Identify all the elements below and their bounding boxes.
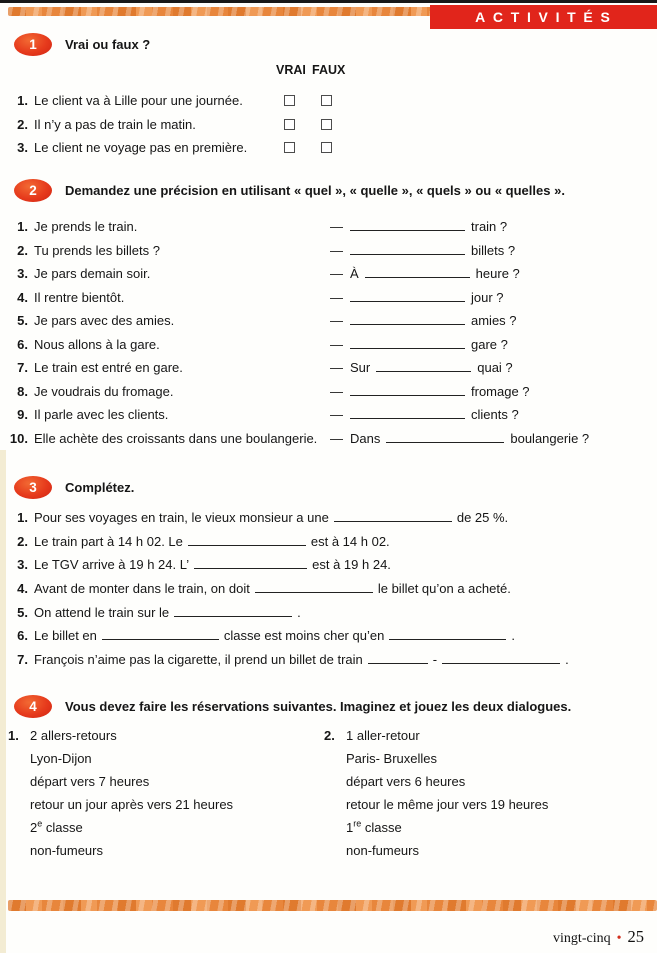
answer-area: [330, 380, 530, 404]
page-footer: [553, 927, 644, 947]
answer-preword: À: [350, 266, 359, 281]
answer-blank-line: [350, 382, 465, 396]
answer-dash: —: [330, 313, 343, 328]
item-number: 2.: [17, 116, 28, 132]
top-border-line: [0, 0, 657, 3]
answer-suffix: train ?: [471, 219, 508, 234]
answer-area: [330, 309, 517, 333]
answer-suffix: heure ?: [475, 266, 520, 281]
item-text-flow: [34, 506, 508, 530]
item-number: 4.: [17, 581, 28, 597]
item-text-part: classe est moins cher qu’en: [223, 628, 385, 644]
answer-dash: —: [330, 266, 343, 281]
item-number: 6.: [17, 336, 28, 352]
item-text: Le client ne voyage pas en première.: [34, 140, 248, 155]
answer-dash: —: [330, 336, 343, 352]
item-text-part: le billet qu’on a acheté.: [377, 581, 511, 597]
vrai-column-label: VRAI: [276, 63, 306, 77]
reservation-line: [324, 816, 548, 839]
item-number: 1.: [17, 93, 28, 108]
answer-dash: —: [330, 383, 343, 399]
answer-blank-line: [350, 217, 465, 231]
exercise-4-section: [0, 695, 657, 858]
item-text: Le train est entré en gare.: [34, 360, 183, 375]
item-text-part: Le TGV arrive à 19 h 24. L’: [34, 557, 190, 573]
exercise-title: Complétez.: [65, 480, 135, 495]
faux-column-label: FAUX: [312, 63, 346, 77]
item-text-part: On attend le train sur le: [34, 604, 170, 620]
exercise-3-items: [0, 506, 657, 672]
answer-blank-line: [386, 429, 504, 443]
item-text-part: .: [297, 604, 301, 620]
item-number: 3.: [17, 140, 28, 155]
answer-dash: —: [330, 430, 343, 446]
item-text: Tu prends les billets ?: [34, 242, 160, 258]
reservation-text: Paris- Bruxelles: [346, 751, 438, 766]
page-number: 25: [627, 927, 644, 946]
answer-blank-line: [365, 264, 470, 278]
exercise-title: Demandez une précision en utilisant « quel », « quelle », « quels » ou « quelles ».: [65, 183, 565, 198]
fill-in-blank-line: [174, 603, 292, 617]
precision-row: [0, 427, 657, 451]
item-text-flow: [34, 624, 515, 648]
answer-suffix: boulangerie ?: [510, 430, 590, 446]
item-text-part: .: [511, 628, 515, 644]
item-text: Elle achète des croissants dans une boulangerie.: [34, 430, 318, 446]
faux-checkbox: [321, 95, 332, 106]
item-text: Il rentre bientôt.: [34, 289, 125, 305]
item-number: 1.: [17, 510, 28, 525]
reservation-line: [8, 839, 233, 862]
precision-row: [0, 309, 657, 333]
reservation-line: [324, 793, 548, 816]
completion-row: [0, 624, 657, 648]
item-number: 7.: [17, 360, 28, 375]
answer-preword: Dans: [350, 430, 381, 446]
item-number: 7.: [17, 652, 28, 668]
reservation-text: 1 aller-retour: [346, 728, 420, 743]
exercise-4-header: [0, 695, 657, 719]
item-text-part: .: [565, 652, 569, 668]
exercise-number-badge: 2: [14, 179, 52, 202]
vrai-faux-row: [0, 113, 657, 137]
faux-checkbox: [321, 119, 332, 130]
fill-in-blank-line: [368, 650, 428, 664]
decorative-line-bottom: [8, 900, 657, 911]
item-number: 2.: [17, 533, 28, 549]
answer-preword: Sur: [350, 360, 371, 375]
completion-row: [0, 553, 657, 577]
exercise-1-header: [0, 33, 657, 57]
reservation-text: départ vers 7 heures: [30, 774, 150, 789]
item-number: 9.: [17, 407, 28, 422]
reservation-line: [324, 770, 548, 793]
answer-blank-line: [350, 288, 465, 302]
precision-row: [0, 380, 657, 404]
item-text-part: Pour ses voyages en train, le vieux monsieur a une: [34, 510, 329, 525]
answer-area: [330, 427, 589, 451]
precision-row: [0, 215, 657, 239]
answer-suffix: fromage ?: [471, 383, 530, 399]
answer-area: [330, 286, 504, 310]
answer-blank-line: [350, 405, 465, 419]
reservation-text: 2e classe: [30, 818, 83, 835]
reservation-line: [8, 816, 233, 839]
item-text: Je prends le train.: [34, 219, 138, 234]
reservation-line: [324, 747, 548, 770]
answer-suffix: amies ?: [471, 313, 517, 328]
answer-suffix: clients ?: [471, 407, 519, 422]
item-number: 5.: [17, 604, 28, 620]
item-number: 3.: [17, 266, 28, 281]
item-text-part: Le billet en: [34, 628, 97, 644]
reservation-text: 1re classe: [346, 818, 402, 835]
item-number: 10.: [9, 430, 28, 446]
reservation-text: Lyon-Dijon: [30, 751, 92, 766]
item-text-part: est à 14 h 02.: [310, 533, 390, 549]
completion-row: [0, 577, 657, 601]
item-number: 5.: [17, 313, 28, 328]
reservation-text: non-fumeurs: [346, 843, 419, 858]
ordinal-superscript: e: [37, 818, 43, 829]
vrai-checkbox: [284, 95, 295, 106]
reservation-line: [8, 770, 233, 793]
reservation-column: [8, 724, 233, 862]
item-number: 1.: [17, 219, 28, 234]
exercise-3-header: [0, 476, 657, 500]
fill-in-blank-line: [255, 579, 373, 593]
item-number: 2.: [324, 728, 335, 743]
reservation-line: [8, 793, 233, 816]
fill-in-blank-line: [194, 555, 307, 569]
answer-area: [330, 239, 515, 263]
vrai-faux-row: [0, 136, 657, 160]
exercise-title: Vrai ou faux ?: [65, 37, 151, 52]
answer-dash: —: [330, 407, 343, 422]
exercise-1-items: [0, 89, 657, 160]
reservation-line: [8, 747, 233, 770]
item-text-part: François n’aime pas la cigarette, il prend un billet de train: [34, 652, 363, 668]
reservation-line: [8, 724, 233, 747]
vrai-checkbox: [284, 119, 295, 130]
exercise-number-badge: 1: [14, 33, 52, 56]
precision-row: [0, 356, 657, 380]
exercise-2-header: [0, 179, 657, 203]
fill-in-blank-line: [102, 626, 219, 640]
item-text-flow: [34, 648, 569, 672]
exercise-title: Vous devez faire les réservations suivantes. Imaginez et jouez les deux dialogues.: [65, 699, 572, 714]
completion-row: [0, 601, 657, 625]
item-text-flow: [34, 553, 391, 577]
answer-area: [330, 403, 519, 427]
exercise-number-badge: 3: [14, 476, 52, 499]
answer-area: [330, 215, 507, 239]
item-text-part: Le train part à 14 h 02. Le: [34, 533, 183, 549]
item-text: Nous allons à la gare.: [34, 336, 160, 352]
answer-suffix: jour ?: [471, 289, 504, 305]
item-text-flow: [34, 601, 301, 625]
item-text: Il parle avec les clients.: [34, 407, 169, 422]
reservation-text: non-fumeurs: [30, 843, 103, 858]
answer-blank-line: [350, 311, 465, 325]
reservation-text: départ vers 6 heures: [346, 774, 466, 789]
answer-blank-line: [350, 241, 465, 255]
vrai-faux-row: [0, 89, 657, 113]
item-number: 8.: [17, 383, 28, 399]
exercise-2-items: [0, 215, 657, 450]
exercise-1-section: [0, 33, 657, 160]
reservation-line: [324, 724, 548, 747]
footer-bullet-icon: •: [616, 931, 622, 946]
answer-blank-line: [376, 358, 471, 372]
item-number: 6.: [17, 628, 28, 644]
answer-blank-line: [350, 335, 465, 349]
exercise-2-section: [0, 179, 657, 450]
reservation-line: [324, 839, 548, 862]
precision-row: [0, 262, 657, 286]
item-text-flow: [34, 577, 511, 601]
completion-row: [0, 530, 657, 554]
exercise-number-badge: 4: [14, 695, 52, 718]
item-text: Je pars avec des amies.: [34, 313, 175, 328]
completion-row: [0, 506, 657, 530]
item-number: 2.: [17, 242, 28, 258]
reservation-text: retour le même jour vers 19 heures: [346, 797, 549, 812]
item-text-part: de 25 %.: [456, 510, 509, 525]
footer-page-label: vingt-cinq: [553, 931, 611, 946]
vrai-checkbox: [284, 142, 295, 153]
completion-row: [0, 648, 657, 672]
item-text: Je voudrais du fromage.: [34, 383, 174, 399]
answer-dash: —: [330, 289, 343, 305]
answer-area: [330, 262, 520, 286]
fill-in-blank-line: [334, 508, 452, 522]
ordinal-superscript: re: [353, 818, 362, 829]
precision-row: [0, 286, 657, 310]
item-number: 4.: [17, 289, 28, 305]
answer-suffix: billets ?: [471, 242, 516, 258]
reservation-text: retour un jour après vers 21 heures: [30, 797, 234, 812]
precision-row: [0, 333, 657, 357]
precision-row: [0, 403, 657, 427]
fill-in-blank-line: [389, 626, 506, 640]
answer-area: [330, 333, 508, 357]
item-text-part: Avant de monter dans le train, on doit: [34, 581, 250, 597]
answer-dash: —: [330, 242, 343, 258]
item-text: Il n’y a pas de train le matin.: [34, 116, 196, 132]
answer-dash: —: [330, 360, 343, 375]
precision-row: [0, 239, 657, 263]
item-number: 1.: [8, 728, 19, 743]
vrai-faux-column-headers: [0, 63, 657, 85]
item-text-flow: [34, 530, 390, 554]
answer-dash: —: [330, 219, 343, 234]
decorative-line-top: [8, 7, 438, 16]
answer-area: [330, 356, 513, 380]
item-text: Je pars demain soir.: [34, 266, 151, 281]
answer-suffix: quai ?: [477, 360, 513, 375]
faux-checkbox: [321, 142, 332, 153]
fill-in-blank-line: [188, 532, 306, 546]
item-text-part: est à 19 h 24.: [312, 557, 391, 573]
item-number: 3.: [17, 557, 28, 573]
reservation-column: [324, 724, 548, 862]
item-text: Le client va à Lille pour une journée.: [34, 93, 243, 108]
item-text-part: -: [432, 652, 438, 668]
answer-suffix: gare ?: [471, 336, 508, 352]
exercise-3-section: [0, 476, 657, 672]
fill-in-blank-line: [442, 650, 560, 664]
reservation-text: 2 allers-retours: [30, 728, 117, 743]
activites-header: ACTIVITÉS: [430, 5, 657, 29]
